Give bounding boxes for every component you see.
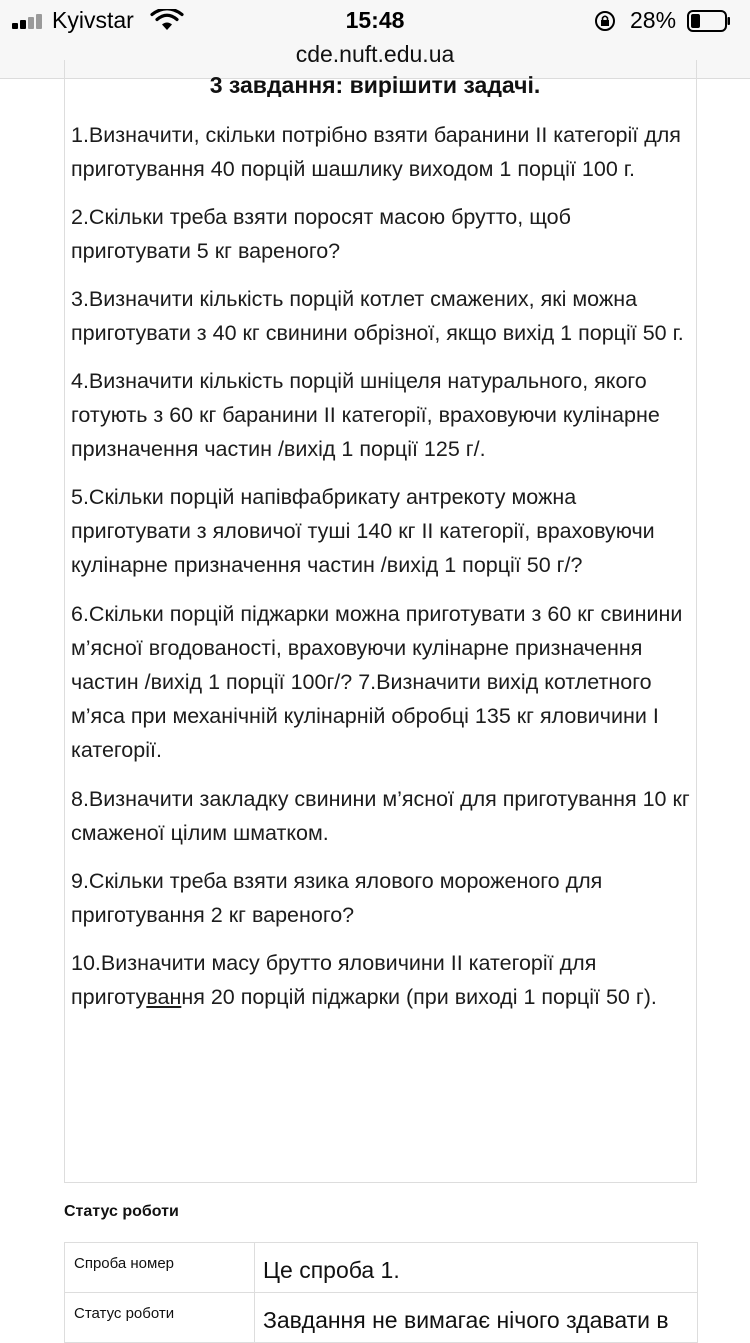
task-6-7: 6.Скільки порцій піджарки можна приготувати з 60 кг свинини м’ясної вгодованості, враховуючи кулінарне призначення частин /вихід 1 порції 100г/? 7.Визначити вихід котлетного м’яса при механічній кулінарній обробці 135 кг яловичини I категорії. (71, 602, 683, 762)
task-10-underlined: ван (146, 985, 182, 1009)
battery-percent: 28% (630, 7, 677, 33)
rotation-lock-icon (594, 10, 616, 32)
url-text[interactable]: cde.nuft.edu.ua (295, 41, 455, 67)
carrier-name: Kyivstar (52, 7, 134, 33)
battery-icon (687, 10, 731, 32)
task-10 (71, 946, 696, 1014)
task-8: 8.Визначити закладку свинини м’ясної для приготування 10 кг смаженої цілим шматком. (71, 787, 690, 845)
submission-status-value: Завдання не вимагає нічого здавати в (255, 1293, 698, 1343)
submission-status-label: Статус роботи (65, 1293, 255, 1343)
task-2: 2.Скільки треба взяти поросят масою брутто, щоб приготувати 5 кг вареного? (71, 205, 571, 263)
task-1: 1.Визначити, скільки потрібно взяти баранини II категорії для приготування 40 порцій шашлику виходом 1 порції 100 г. (71, 123, 681, 181)
table-row (65, 1293, 698, 1343)
task-list (71, 118, 696, 1014)
assignment-heading (0, 73, 750, 97)
task-9: 9.Скільки треба взяти язика ялового мороженого для приготування 2 кг вареного? (71, 869, 603, 927)
task-3: 3.Визначити кількість порцій котлет смажених, які можна приготувати з 40 кг свинини обрізної, якщо вихід 1 порції 50 г. (71, 287, 684, 345)
assignment-heading-text: 3 завдання: вирішити задачі. (209, 73, 541, 97)
status-section-title: Статус роботи (64, 1203, 179, 1220)
attempt-label: Спроба номер (65, 1243, 255, 1293)
clock: 15:48 (345, 7, 405, 33)
task-10-text-b: ня 20 порцій піджарки (при виході 1 порції 50 г). (181, 985, 657, 1009)
table-row (65, 1243, 698, 1293)
task-10-text-a: 10.Визначити масу брутто яловичини II категорії для приготу (71, 951, 597, 1009)
task-5: 5.Скільки порцій напівфабрикату антрекоту можна приготувати з яловичої туші 140 кг II категорії, враховуючи кулінарне призначення частин /вихід 1 порції 50 г/? (71, 485, 655, 577)
attempt-value: Це спроба 1. (255, 1243, 698, 1293)
status-bar (0, 0, 750, 40)
status-table (64, 1242, 698, 1343)
task-4: 4.Визначити кількість порцій шніцеля натурального, якого готують з 60 кг баранини II категорії, враховуючи кулінарне призначення частин /вихід 1 порції 125 г/. (71, 369, 660, 461)
